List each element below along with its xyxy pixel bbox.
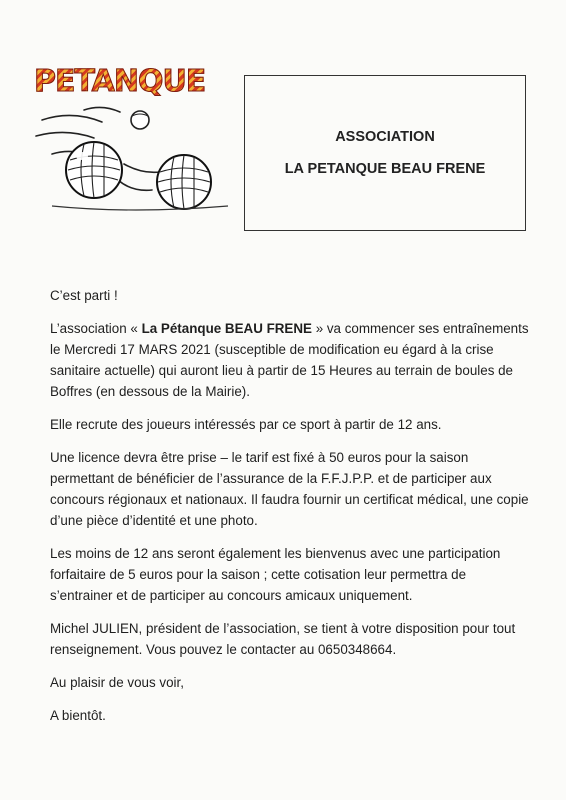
header-association: ASSOCIATION bbox=[335, 129, 435, 145]
paragraph-contact: Michel JULIEN, président de l’association, se tient à votre disposition pour tout renseignement. Vous pouvez le contacter au 0650348664. bbox=[50, 621, 516, 657]
paragraph-license: Une licence devra être prise – le tarif est fixé à 50 euros pour la saison permettant de bénéficier de l’assurance de la F.F.J.P.P. et de participer aux concours régionaux et nationaux. Il faudra fournir un certificat médical, une copie d’une pièce d’identité et une photo. bbox=[50, 450, 529, 528]
paragraph-signoff: A bientôt. bbox=[50, 708, 106, 723]
club-name-bold: La Pétanque BEAU FRENE bbox=[141, 321, 312, 336]
petanque-logo bbox=[32, 66, 232, 216]
header-club-name: LA PETANQUE BEAU FRENE bbox=[284, 161, 486, 177]
announcement-text: » va commencer ses entraînements le Mercredi 17 MARS 2021 (susceptible de modification eu égard à la crise sanitaire actuelle) qui auront lieu à partir de 15 Heures au terrain de boules de Boffres (en dessous de la Mairie). bbox=[50, 321, 529, 399]
petanque-balls-illustration bbox=[32, 102, 232, 214]
paragraph-announcement bbox=[50, 318, 530, 402]
paragraph-closing: Au plaisir de vous voir, bbox=[50, 675, 184, 690]
right-ball-icon bbox=[157, 155, 211, 209]
announcement-prefix: L’association « bbox=[50, 321, 142, 336]
letter-body bbox=[50, 285, 530, 738]
paragraph-recruitment: Elle recrute des joueurs intéressés par ce sport à partir de 12 ans. bbox=[50, 417, 442, 432]
association-header-box bbox=[244, 75, 526, 231]
logo-title: PETANQUE bbox=[34, 64, 206, 99]
left-ball-icon bbox=[66, 142, 122, 198]
paragraph-youth: Les moins de 12 ans seront également les bienvenus avec une participation forfaitaire de 5 euros pour la saison ; cette cotisation leur permettra de s’entrainer et de participer au concours amicaux uniquement. bbox=[50, 546, 501, 603]
paragraph-intro: C’est parti ! bbox=[50, 288, 118, 303]
